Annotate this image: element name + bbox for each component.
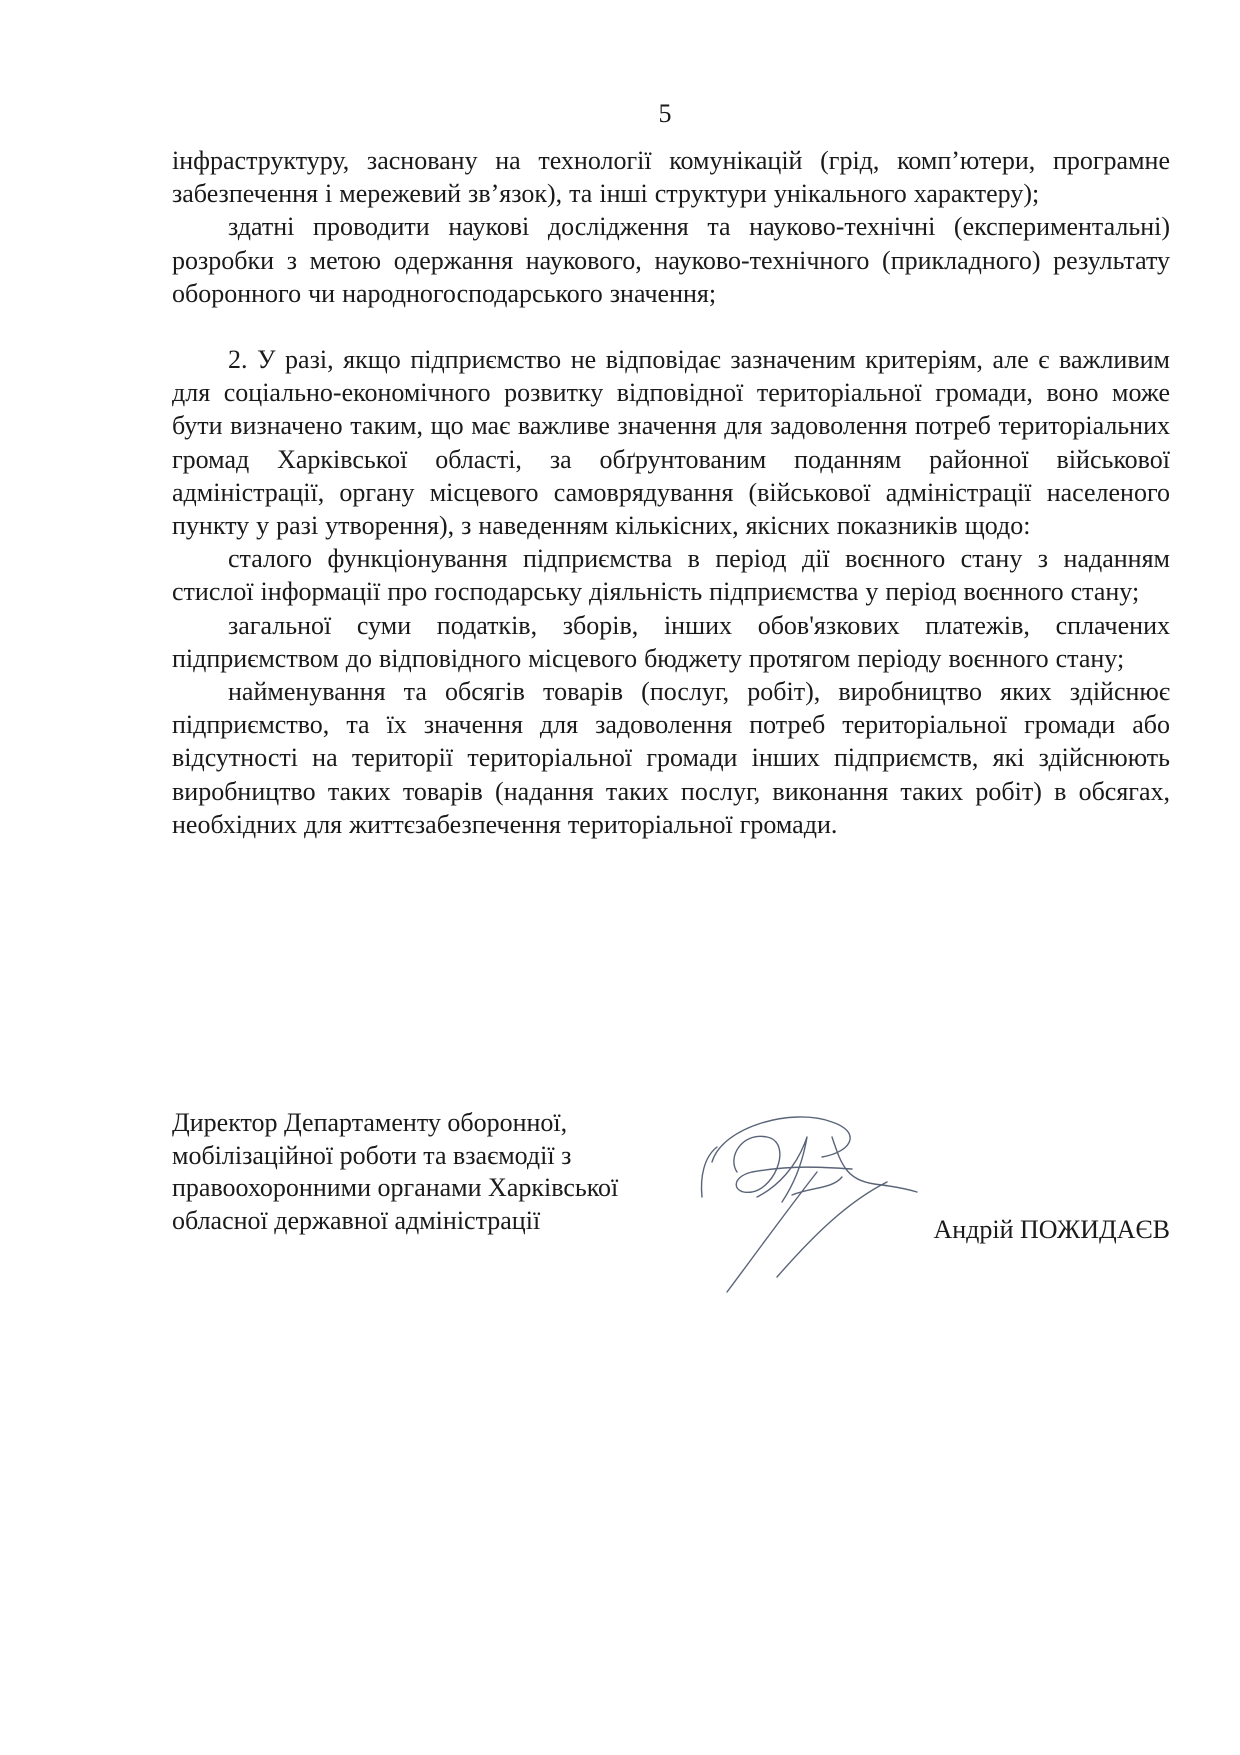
document-body [172, 144, 1170, 841]
signatory-position-line: обласної державної адміністрації [172, 1205, 541, 1235]
paragraph-goods-volumes: найменування та обсягів товарів (послуг, робіт), виробництво яких здійснює підприємство, та їх значення для задоволення потреб територіальної громади або відсутності на території територіальної громади інших підприємств, які здійснюють виробництво таких товарів (надання таких послуг, виконання таких робіт) в обсягах, необхідних для життєзабезпечення територіальної громади. [172, 677, 1170, 839]
paragraph-tax-sum: загальної суми податків, зборів, інших обов'язкових платежів, сплачених підприємством до відповідного місцевого бюджету протягом періоду воєнного стану; [172, 610, 1170, 673]
paragraph-infrastructure: інфраструктуру, засновану на технології комунікацій (грід, комп’ютери, програмне забезпечення і мережевий зв’язок), та інші структури унікального характеру); [172, 146, 1170, 209]
signatory-position-line: мобілізаційної роботи та взаємодії з [172, 1140, 572, 1170]
paragraph-research-capability: здатні проводити наукові дослідження та науково-технічні (експериментальні) розробки з метою одержання наукового, науково-технічного (прикладного) результату оборонного чи народногосподарського значення; [172, 212, 1170, 308]
paragraph-stable-operation: сталого функціонування підприємства в період дії воєнного стану з наданням стислої інформації про господарську діяльність підприємства у період воєнного стану; [172, 544, 1170, 607]
signatory-position-line: правоохоронними органами Харківської [172, 1173, 619, 1202]
handwritten-signature [682, 1077, 942, 1307]
paragraph-clause-2: 2. У разі, якщо підприємство не відповідає зазначеним критеріям, але є важливим для соціально-економічного розвитку відповідної територіальної громади, воно може бути визначено таким, що має важливе значення для задоволення потреб територіальних громад Харківської області, за обґрунтованим поданням районної військової адміністрації, органу місцевого самоврядування (військової адміністрації населеного пункту у разі утворення), з наведенням кількісних, якісних показників щодо: [172, 345, 1170, 541]
signatory-position [172, 1107, 692, 1237]
signatory-position-line: Директор Департаменту оборонної, [172, 1108, 568, 1137]
signatory-name: Андрій ПОЖИДАЄВ [933, 1215, 1170, 1244]
signature-block [172, 1107, 1170, 1267]
page-number: 5 [658, 99, 672, 128]
